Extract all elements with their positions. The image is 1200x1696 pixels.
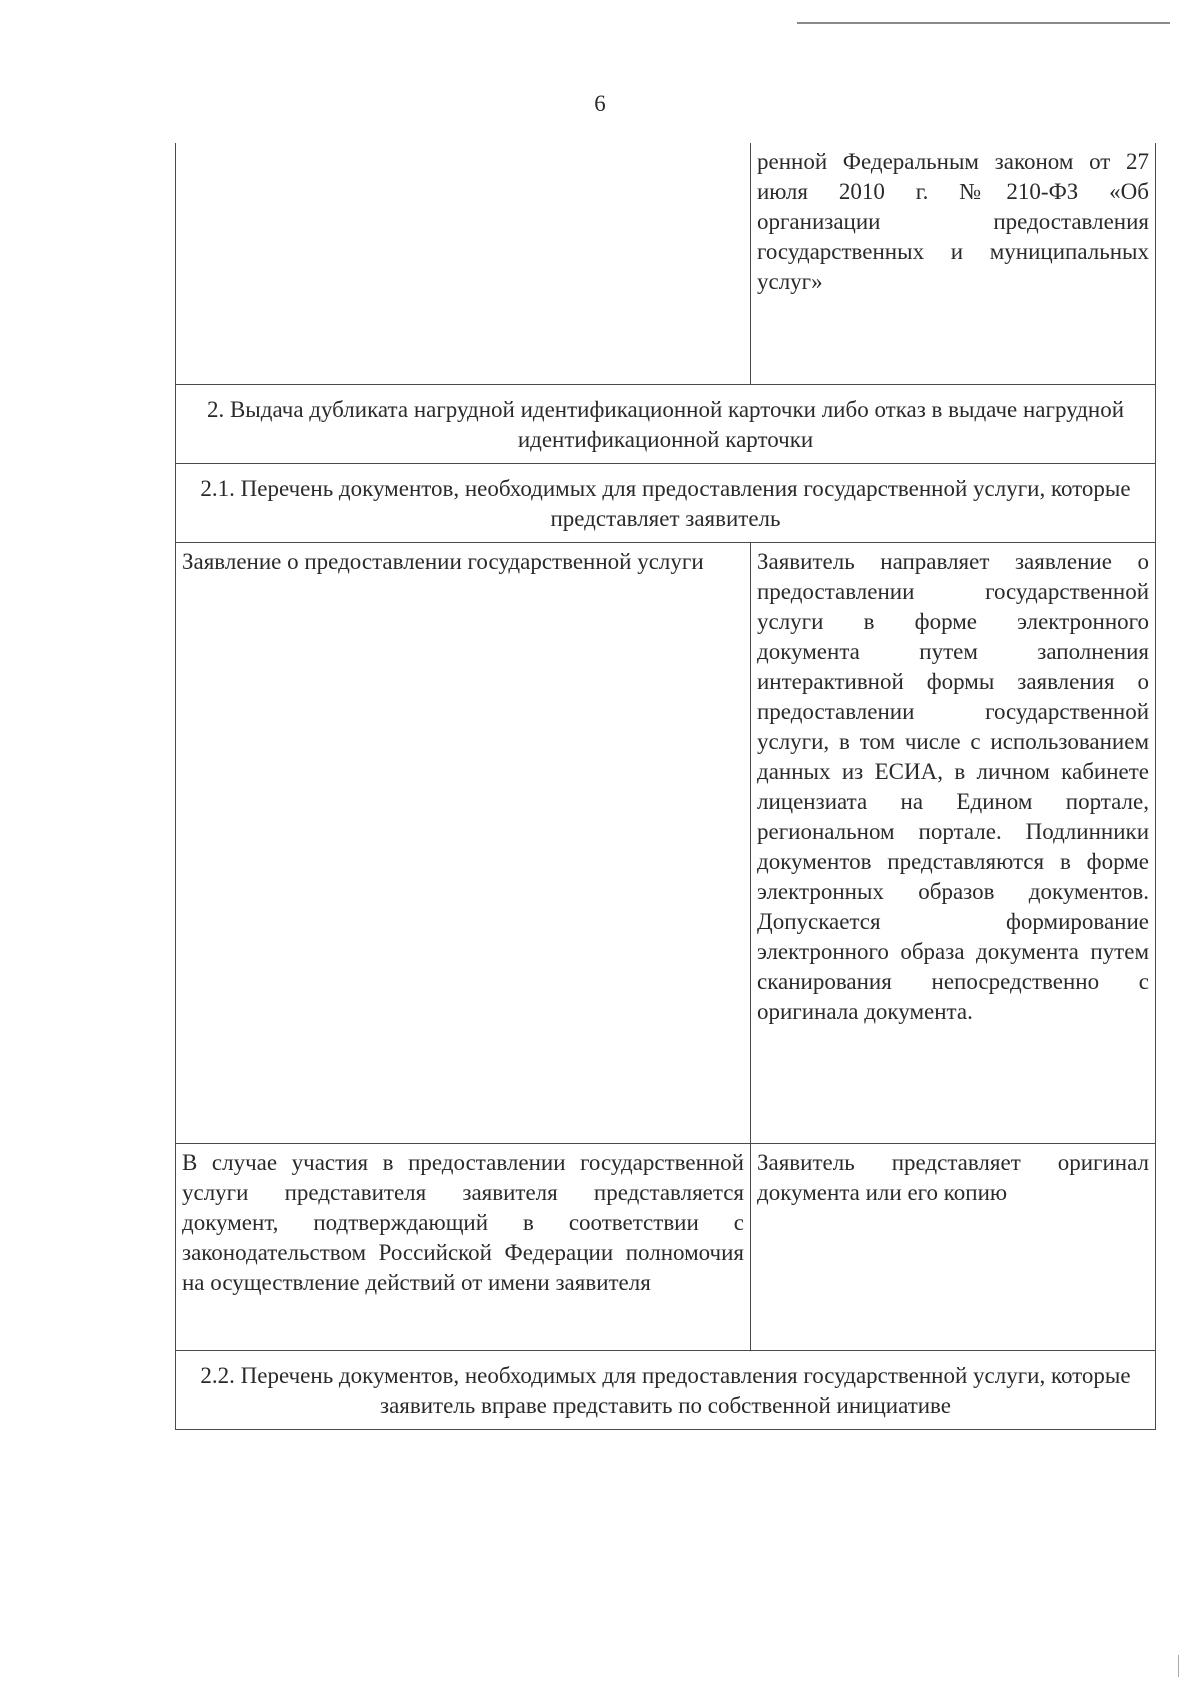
section-2-1-heading: 2.1. Перечень документов, необходимых для предоставления государственной услуги, которые представляет заявитель [176, 464, 1156, 543]
section-2-heading: 2. Выдача дубликата нагрудной идентификационной карточки либо отказ в выдаче нагрудной идентификационной карточки [176, 385, 1156, 464]
section-row [176, 385, 1156, 464]
margin-mark [1178, 1655, 1179, 1677]
section-2-2-heading: 2.2. Перечень документов, необходимых для предоставления государственной услуги, которые заявитель вправе представить по собственной инициативе [176, 1351, 1156, 1430]
table-row [176, 543, 1156, 1144]
section-row [176, 1351, 1156, 1430]
top-rule [797, 22, 1170, 24]
document-name-cell: Заявление о предоставлении государственной услуги [176, 543, 751, 1144]
table-row [176, 143, 1156, 385]
documents-table [175, 143, 1156, 1430]
page-number: 6 [594, 91, 606, 116]
document-name-cell: В случае участия в предоставлении государственной услуги представителя заявителя представляется документ, подтверждающий в соответствии с законодательством Российской Федерации полномочия на осуществление действий от имени заявителя [176, 1144, 751, 1351]
empty-cell [176, 143, 751, 385]
section-row [176, 464, 1156, 543]
document-description-cell: Заявитель направляет заявление о предоставлении государственной услуги в форме электронного документа путем заполнения интерактивной формы заявления о предоставлении государственной услуги, в том числе с использованием данных из ЕСИА, в личном кабинете лицензиата на Едином портале, региональном портале. Подлинники документов представляются в форме электронных образов документов. Допускается формирование электронного образа документа путем сканирования непосредственно с оригинала документа. [751, 543, 1156, 1144]
table-row [176, 1144, 1156, 1351]
document-description-cell: Заявитель представляет оригинал документа или его копию [751, 1144, 1156, 1351]
continued-description-cell: ренной Федеральным законом от 27 июля 2010 г. №210-ФЗ «Об организации предоставления государственных и муниципальных услуг» [751, 143, 1156, 385]
